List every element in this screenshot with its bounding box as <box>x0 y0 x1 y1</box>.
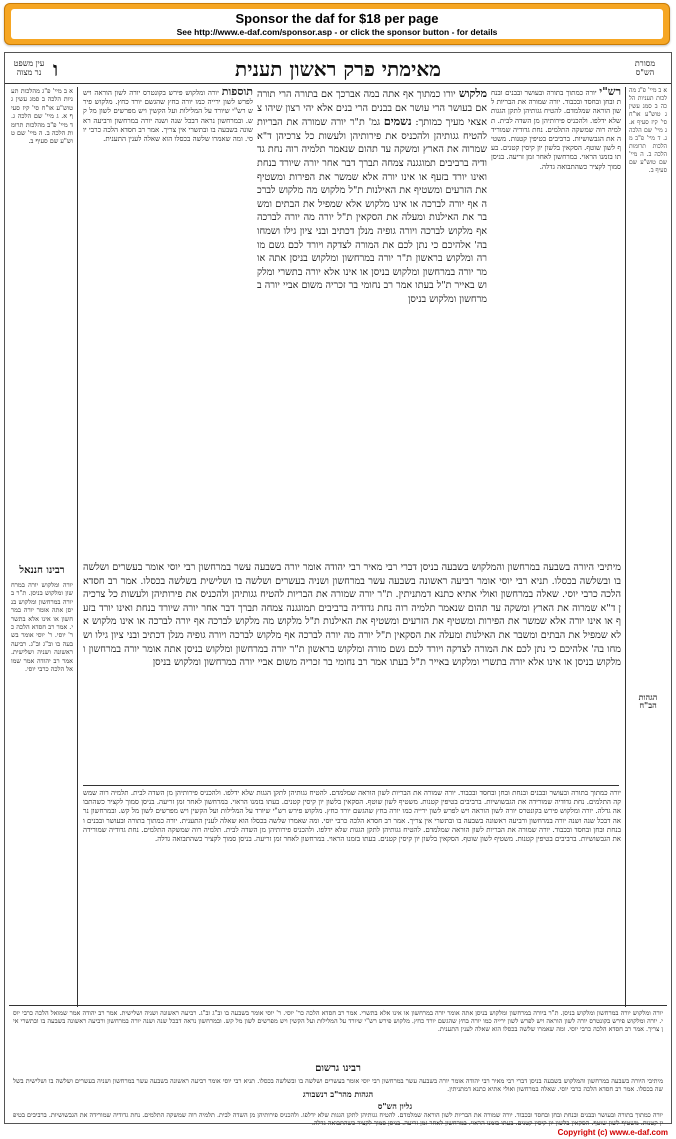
bottom-notes-upper <box>13 1009 663 1061</box>
lower-rule <box>83 785 619 786</box>
gemara-body: ת"ר יורה שמורה את הבריות להטיח גגותיהן ולהכניס את פירותיהן ולעשות כל צרכיהן ד"א שמרוה את הארץ ומשקה עד תהום שנאמר תלמיה רוה נחת גדודיה ברביבים תמוגגנה צמחה תברך דבר אחר יורה שיורד בנחת ואינו יורד בזעף או אינו יורה אלא שמשר את הפירות ומשטיף את הזרעים ומשטיף את האילנות ת"ל מלקוש מה מלקוש לברכה אף יורה לברכה או אינו מלקוש אלא שמפיל את הבתים ומשבר את האילנות ומעלה את הסקאין ת"ל יורה מה יורה לברכה אף מלקוש לברכה ויורה גופיה מנלן דכתיב ובני ציון גילו ושמחו בה' אלהיכם כי נתן לכם את המורה לצדקה ויורד לכם גשם מורה ומלקוש בראשון ת"ר יורה במרחשון ומלקוש בניסן אתה אומר יורה במרחשון ומלקוש בניסן או אינו אלא יורה בתשרי ומלקוש באייר ת"ל בעתו אמר רב נחומי בר זכריה משום אביי יורה במרחשון ומלקוש בניסן <box>257 117 487 305</box>
sponsor-subtitle[interactable]: See http://www.e-daf.com/sponsor.asp - or click the sponsor button - for details <box>176 27 498 37</box>
gemara-lead: יורו כמתוך אף אתה במה אברכך אם בתורה הרי תורה אם בעושר הרי עושר אם בבנים הרי בנים אלא יהי רצון שיהו צאצאי מעיך כמותך: <box>257 89 487 129</box>
gilyon-hashas-body: יורה כמתוך בתורה ובעושר ובבנים ובנחת ובחן ובחסד ובכבוד. יורה שמורה את הבריות לשון הוראה שמלמדם. להטיח גגותיהן לתקן הגגות שלא ידלפו. ולהכניס פירותיהן מן השדה לבית. תלמיה רוה שמשקה התלמים. נחת גדודיה שמורידה את הגבשושיות. ברביבים בטיפין קטנות. משטיף לשון שוטף. הסקאין בלשון יון קיסין קטנים. בעתו בזמנו הראוי. במרחשון לאחר זמן זריעה. בניסן סמוך לקציר כשהתבואה גדלה. <box>13 1111 663 1128</box>
talmud-page <box>4 52 672 1128</box>
right-margin-rule <box>625 87 626 1007</box>
gemara-main-text <box>257 87 487 557</box>
gemara-opening-word: מלקוש <box>458 87 487 100</box>
sponsor-title[interactable]: Sponsor the daf for $18 per page <box>235 11 439 26</box>
gilyon-hashas-text <box>13 1111 663 1128</box>
hagahot-ranshburg-title: הגהות מהר"ב רנשבורג <box>302 1089 374 1099</box>
page-number: ו <box>53 57 59 81</box>
lower-commentary <box>83 789 621 999</box>
gemara-lower-body: מיתיבי היורה בשבעה במרחשון והמלקוש בשבעה בניסן דברי רבי מאיר רבי יהודה אומר יורה בשבעה עשר במרחשון רבי יוסי אומר בעשרים ושלשה בו ובשלשה בכסלו. תניא רבי יוסי אומר רביעה ראשונה בשבעה עשר במרחשון ושניה בעשרים ושלשה בו ושלישית בשלשה בכסלו. אמר רב חסדא הלכה כרבי יוסי. שאלה במרחשון ואולי אתיא כתנא דמתניתין. <box>83 562 621 601</box>
gilyon-hashas-title: גליון הש"ס <box>377 1101 413 1111</box>
sponsor-banner[interactable] <box>4 3 670 45</box>
rabbeinu-chananel-title: רבינו חננאל <box>19 565 65 576</box>
rabbeinu-chananel-column <box>11 581 73 1001</box>
rabbeinu-chananel-text: יורה ומלקוש יורה במרחשון ומלקוש בניסן. ת"ר ביורה במרחשון ומלקוש בניסן אתה אומר יורה במרחשון או אינו אלא בתשרי. אמר רב חסדא הלכה כר' יוסי. ר' יוסי אומר בשבעה בו וב"ג וב"ג. רביעה ראשונה ושניה ושלישית. אמר רב יהודה אמר שמואל הלכה כרבי יוסי. <box>11 581 73 674</box>
footer-rule <box>9 1005 667 1006</box>
header-rule <box>5 83 671 84</box>
tosafot-text: יורה ומלקוש פירש בקונטרס יורה לשון הוראה ויש לפרש לשון ירייה כמו יורה בחץ שהגשם יורד כחץ. מלקוש פירש רש"י שיורד על המלילות ועל הקשין ויש מפרשים לשון מל קש. ובמרחשון נראה דבכל שנה ושנה יורה במרחשון ורביעה ראשונה בשבעה בו ובתשרי אין צריך. אמר רב חסדא הלכה כרבי יוסי. ומה שאמרו שלשה בכסלו הוא שאלה לענין התענית. <box>83 89 253 144</box>
rabbeinu-gershom-title: רבינו גרשום <box>315 1063 361 1074</box>
chapter-title: מאימתי פרק ראשון תענית <box>235 57 442 81</box>
rashi-column <box>491 87 621 557</box>
masoret-hashas-column <box>629 87 667 487</box>
copyright-link[interactable]: Copyright (c) www.e-daf.com <box>557 1128 668 1137</box>
ein-mishpat-label: עין משפט נר מצוה <box>13 59 45 77</box>
gemara-lower-body-cont: ת"ר יורה שמורה את הבריות להטיח גגותיהן ולהכניס את פירותיהן ולעשות כל צרכיהן ד"א שמרוה את הארץ ומשקה עד תהום שנאמר תלמיה רוה נחת גדודיה ברביבים תמוגגנה צמחה תברך דבר אחר יורה שיורד בנחת ואינו יורד בזעף או אינו יורה אלא שמשר את הפירות ומשטיף את הזרעים ומשטיף את האילנות ת"ל מלקוש מה מלקוש לברכה אף יורה לברכה או אינו מלקוש אלא שמפיל את הבתים ומשבר את האילנות ומעלה את הסקאין ת"ל יורה מה יורה לברכה אף מלקוש לברכה ויורה גופיה מנלן דכתיב ובני ציון גילו ושמחו בה' אלהיכם כי נתן לכם את המורה לצדקה ויורד לכם גשם מורה ומלקוש בראשון ת"ר יורה במרחשון ומלקוש בניסן אתה אומר יורה במרחשון ומלקוש בניסן או אינו אלא יורה בתשרי ומלקוש באייר ת"ל בעתו אמר רב נחומי בר זכריה משום אביי יורה במרחשון ומלקוש בניסן <box>83 589 621 669</box>
rabbeinu-gershom-body: מיתיבי היורה בשבעה במרחשון והמלקוש בשבעה בניסן דברי רבי מאיר רבי יהודה אומר יורה בשבעה עשר במרחשון רבי יוסי אומר בעשרים ושלשה בו ובשלשה בכסלו. תניא רבי יוסי אומר רביעה ראשונה בשבעה עשר במרחשון ושניה בעשרים ושלשה בו ושלישית בשלשה בכסלו. אמר רב חסדא הלכה כרבי יוסי. שאלה במרחשון ואולי אתיא כתנא דמתניתין. <box>13 1077 663 1094</box>
bottom-notes-upper-text: יורה ומלקוש יורה במרחשון ומלקוש בניסן. ת"ר ביורה במרחשון ומלקוש בניסן אתה אומר יורה במרחשון או אינו אלא בתשרי. אמר רב חסדא הלכה כר' יוסי. ר' יוסי אומר בשבעה בו וב"ג וב"ג. רביעה ראשונה ושניה ושלישית. אמר רב יהודה אמר שמואל הלכה כרבי יוסי. <box>13 1009 663 1026</box>
ein-mishpat-notes: א ב מיי' פ"ג מהלכות תעניות הלכה ב סמג עשין ג טוש"ע או"ח סי' קיז סעיף א. ג מיי' שם הלכה ג. ד מיי' פ"ב מהלכות תרומות הלכה ב. ה מיי' שם טוש"ע שם סעיף ב. <box>11 87 73 146</box>
gemara-section-word: נשמים <box>383 115 412 129</box>
lower-rashi-text-2: יורה כמתוך בתורה ובעושר ובבנים ובנחת ובחן ובחסד ובכבוד. יורה שמורה את הבריות לשון הוראה שמלמדם. להטיח גגותיהן לתקן הגגות שלא ידלפו. ולהכניס פירותיהן מן השדה לבית. תלמיה רוה שמשקה התלמים. נחת גדודיה שמורידה את הגבשושיות. ברביבים בטיפין קטנות. משטיף לשון שוטף. הסקאין בלשון יון קיסין קטנים. בעתו בזמנו הראוי. במרחשון לאחר זמן זריעה. בניסן סמוך לקציר כשהתבואה גדלה. <box>83 816 621 844</box>
sponsor-banner-inner[interactable] <box>11 9 663 39</box>
hagahot-habach-label: הגהות הב"ח <box>638 692 658 710</box>
page-header <box>5 57 671 81</box>
bottom-notes-upper-text-2: יורה ומלקוש פירש בקונטרס יורה לשון הוראה ויש לפרש לשון ירייה כמו יורה בחץ שהגשם יורד כחץ. מלקוש פירש רש"י שיורד על המלילות ועל הקשין ויש מפרשים לשון מל קש. ובמרחשון נראה דבכל שנה ושנה יורה במרחשון ורביעה ראשונה בשבעה בו ובתשרי אין צריך. אמר רב חסדא הלכה כרבי יוסי. ומה שאמרו שלשה בכסלו הוא שאלה לענין התענית. <box>13 1017 663 1034</box>
gemara-lower-text <box>83 561 621 781</box>
gemara-marker: גמ' <box>368 117 381 129</box>
rashi-title: רש"י <box>599 85 621 98</box>
masoret-hashas-notes: א ב מיי' פ"ג מהלכות תעניות הלכה ב סמג עשין ג טוש"ע או"ח סי' קיז סעיף א. ג מיי' שם הלכה ג. ד מיי' פ"ב מהלכות תרומות הלכה ב. ה מיי' שם טוש"ע שם סעיף ב. <box>629 87 667 174</box>
rashi-text: יורה כמתוך בתורה ובעושר ובבנים ובנחת ובחן ובחסד ובכבוד. יורה שמורה את הבריות לשון הוראה שמלמדם. להטיח גגותיהן לתקן הגגות שלא ידלפו. ולהכניס פירותיהן מן השדה לבית. תלמיה רוה שמשקה התלמים. נחת גדודיה שמורידה את הגבשושיות. ברביבים בטיפין קטנות. משטיף לשון שוטף. הסקאין בלשון יון קיסין קטנים. בעתו בזמנו הראוי. במרחשון לאחר זמן זריעה. בניסן סמוך לקציר כשהתבואה גדלה. <box>491 89 621 171</box>
tosafot-title: תוספות <box>221 85 253 98</box>
ein-mishpat-column <box>11 87 73 557</box>
lower-tosafot-text: יורה ומלקוש פירש בקונטרס יורה לשון הוראה ויש לפרש לשון ירייה כמו יורה בחץ שהגשם יורד כחץ. מלקוש פירש רש"י שיורד על המלילות ועל הקשין ויש מפרשים לשון מל קש. ובמרחשון נראה דבכל שנה ושנה יורה במרחשון ורביעה ראשונה בשבעה בו ובתשרי אין צריך. אמר רב חסדא הלכה כרבי יוסי. ומה שאמרו שלשה בכסלו הוא שאלה לענין התענית. <box>83 807 621 825</box>
lower-rashi-text: יורה כמתוך בתורה ובעושר ובבנים ובנחת ובחן ובחסד ובכבוד. יורה שמורה את הבריות לשון הוראה שמלמדם. להטיח גגותיהן לתקן הגגות שלא ידלפו. ולהכניס פירותיהן מן השדה לבית. תלמיה רוה שמשקה התלמים. נחת גדודיה שמורידה את הגבשושיות. ברביבים בטיפין קטנות. משטיף לשון שוטף. הסקאין בלשון יון קיסין קטנים. בעתו בזמנו הראוי. במרחשון לאחר זמן זריעה. בניסן סמוך לקציר כשהתבואה גדלה. <box>83 789 621 816</box>
tosafot-column <box>83 87 253 557</box>
masoret-hashas-label: מסורת הש"ס <box>634 59 656 77</box>
left-margin-rule <box>77 87 78 1007</box>
